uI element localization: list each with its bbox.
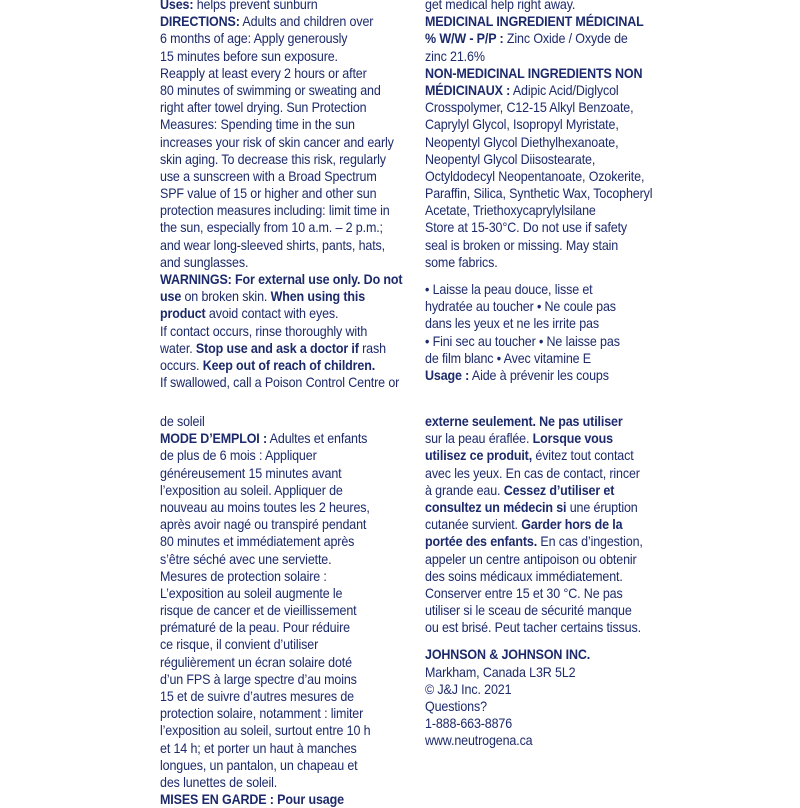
non-medicinal-label: MÉDICINAUX : [425,82,511,98]
warnings-text: occurs. [160,357,203,373]
storage-line: some fabrics. [425,254,498,270]
uses-text: helps prevent sunburn [193,0,318,12]
storage-line: Conserver entre 15 et 30 °C. Ne pas [425,585,623,601]
mises-en-garde-line [425,482,643,499]
non-medicinal-line: Neopentyl Glycol Diisostearate, [425,151,596,167]
mode-emploi-text-line: après avoir nagé ou transpiré pendant [160,517,367,533]
mises-en-garde-line: avec les yeux. En cas de contact, rincer [425,465,640,481]
mises-en-garde-line: appeler un centre antipoison ou obtenir [425,551,637,567]
directions-text-line: right after towel drying. Sun Protection [160,100,367,116]
french-warnings-column [425,413,643,750]
warnings-text: avoid contact with eyes. [205,306,339,322]
directions-text-line: protection measures including: limit time in [160,203,390,219]
percent-label: % W/W - P/P : [425,31,504,47]
non-medicinal-line: Neopentyl Glycol Diethylhexanoate, [425,134,619,150]
directions-text-line: SPF value of 15 or higher and other sun [160,186,377,202]
storage-line: ou est brisé. Peut tacher certains tissus. [425,620,641,636]
directions-text-line: use a sunscreen with a Broad Spectrum [160,168,377,184]
usage-label: Usage : [425,367,470,383]
warnings-bold: portée des enfants. [425,534,538,550]
mode-emploi-text-line: 15 et de suivre d’autres mesures de [160,689,354,704]
warnings-bold: use [160,289,182,305]
warnings-text: évitez tout contact [532,448,634,464]
questions-label: Questions? [425,699,487,714]
mode-emploi-text-line: prématuré de la peau. Pour réduire [160,620,350,636]
directions-text-line: 6 months of age: Apply generously [160,31,348,47]
non-medicinal-text: Adipic Acid/Diglycol [510,82,619,98]
continued-text: de soleil [160,414,205,429]
uses-label: Uses: [160,0,194,12]
warnings-text: à grande eau. [425,482,504,498]
non-medicinal-line: Caprylyl Glycol, Isopropyl Myristate, [425,117,619,133]
mode-emploi-line [160,430,370,447]
warnings-line: If contact occurs, rinse thoroughly with [160,323,368,339]
mode-emploi-text-line: de plus de 6 mois : Appliquer [160,448,317,464]
mode-emploi-text: Adultes et enfants [267,431,368,447]
claim-line: • Fini sec au toucher • Ne laisse pas [425,333,620,349]
warnings-bold: Cessez d’utiliser et [503,482,615,498]
directions-text-line: increases your risk of skin cancer and early [160,134,394,150]
mode-emploi-text-line: protection solaire, notamment : limiter [160,706,364,722]
non-medicinal-line: Octyldodecyl Neopentanoate, Ozokerite, [425,168,645,184]
french-directions-column [160,413,370,808]
company-address: Markham, Canada L3R 5L2 [425,664,576,680]
mises-en-garde-line: des soins médicaux immédiatement. [425,568,623,584]
warnings-line [160,340,402,357]
mode-emploi-text-line: Mesures de protection solaire : [160,568,327,584]
directions-text-line: 80 minutes of swimming or sweating and [160,82,381,98]
english-directions-column [160,0,402,391]
continued-text: get medical help right away. [425,0,576,12]
warnings-text: on broken skin. [181,289,271,305]
warnings-bold: Garder hors de la [521,517,623,533]
directions-text-line: and wear long-sleeved shirts, pants, hats, [160,237,386,253]
mises-en-garde-line [425,533,643,550]
mode-emploi-text-line: l’exposition au soleil. Appliquer de [160,482,343,498]
storage-line: Store at 15-30°C. Do not use if safety [425,220,628,236]
warnings-bold: When using this [270,289,366,305]
mises-en-garde-label: MISES EN GARDE : [160,792,274,808]
warnings-text: sur la peau éraflée. [425,431,533,447]
company-name: JOHNSON & JOHNSON INC. [425,647,591,663]
directions-text-line: Reapply at least every 2 hours or after [160,65,367,81]
directions-line [160,13,402,30]
mises-en-garde-continued: externe seulement. Ne pas utiliser [425,414,623,429]
warnings-text: En cas d’ingestion, [537,534,643,550]
mode-emploi-text-line: longues, un pantalon, un chapeau et [160,757,358,773]
warnings-text: cutanée survient. [425,517,522,533]
uses-line [160,0,402,13]
mode-emploi-text-line: des lunettes de soleil. [160,774,278,790]
medicinal-ingredient-text: Zinc Oxide / Oxyde de [503,31,628,47]
mode-emploi-text-line: régulièrement un écran solaire doté [160,654,352,670]
mises-en-garde-line [425,516,643,533]
usage-text: Aide à prévenir les coups [469,367,609,383]
directions-label: DIRECTIONS: [160,14,240,30]
website-link: www.neutrogena.ca [425,733,533,749]
directions-text-line: 15 minutes before sun exposure. [160,48,338,64]
warnings-bold: product [160,306,206,322]
mode-emploi-text-line: nouveau au moins toutes les 2 heures, [160,499,370,515]
warnings-bold: Keep out of reach of children. [202,357,376,373]
directions-text-line: and sunglasses. [160,254,249,270]
mode-emploi-text-line: d’un FPS à large spectre d’au moins [160,671,357,687]
mode-emploi-text-line: généreusement 15 minutes avant [160,465,342,481]
warnings-line [160,288,402,305]
warnings-text: rash [358,340,386,356]
phone-number: 1-888-663-8876 [425,716,513,732]
mises-en-garde-line [425,430,643,447]
warnings-heading: WARNINGS: For external use only. Do not [160,272,403,287]
claim-line: • Laisse la peau douce, lisse et [425,282,593,297]
mode-emploi-text-line: 80 minutes et immédiatement après [160,534,355,550]
warnings-bold: Stop use and ask a doctor if [195,340,359,356]
non-medicinal-line [425,82,652,99]
warnings-text: water. [160,340,196,356]
warnings-bold: consultez un médecin si [425,499,567,515]
mode-emploi-text-line: l’exposition au soleil, surtout entre 10 h [160,723,371,739]
mode-emploi-text-line: et 14 h; et porter un haut à manches [160,740,357,756]
mode-emploi-text-line: s’être séché avec une serviette. [160,551,332,567]
non-medicinal-line: Acetate, Triethoxycaprylylsilane [425,203,596,219]
claim-line: hydratée au toucher • Ne coule pas [425,299,616,315]
non-medicinal-line: Paraffin, Silica, Synthetic Wax, Tocopheryl [425,186,653,202]
mises-en-garde-text: Pour usage [273,792,344,808]
medicinal-ingredient-line [425,30,652,47]
directions-text-line: the sun, especially from 10 a.m. – 2 p.m.; [160,220,383,236]
claim-line: de film blanc • Avec vitamine E [425,350,592,366]
medicinal-ingredient-heading: MEDICINAL INGREDIENT MÉDICINAL [425,14,644,30]
warnings-line [160,357,402,374]
warnings-line: If swallowed, call a Poison Control Centre or [160,375,400,391]
warnings-bold: utilisez ce produit, [425,448,533,464]
claim-line: dans les yeux et ne les irrite pas [425,316,599,332]
directions-text: Adults and children over [239,14,374,30]
medicinal-ingredient-line: zinc 21.6% [425,48,485,64]
warnings-text: une éruption [566,499,638,515]
usage-line [425,367,652,384]
warnings-line [160,305,402,322]
mode-emploi-text-line: risque de cancer et de vieillissement [160,603,357,619]
storage-line: utiliser si le sceau de sécurité manque [425,603,632,619]
mode-emploi-label: MODE D’EMPLOI : [160,431,268,447]
non-medicinal-line: Crosspolymer, C12-15 Alkyl Benzoate, [425,100,634,116]
non-medicinal-heading: NON-MEDICINAL INGREDIENTS NON [425,65,643,81]
mises-en-garde-line [425,499,643,516]
copyright: © J&J Inc. 2021 [425,681,512,697]
ingredients-column [425,0,652,384]
mises-en-garde-line [425,447,643,464]
directions-text-line: Measures: Spending time in the sun [160,117,355,133]
directions-text-line: skin aging. To decrease this risk, regularly [160,151,386,167]
storage-line: seal is broken or missing. May stain [425,237,619,253]
warnings-bold: Lorsque vous [532,431,614,447]
mode-emploi-text-line: L’exposition au soleil augmente le [160,585,343,601]
mode-emploi-text-line: ce risque, il convient d’utiliser [160,637,319,653]
